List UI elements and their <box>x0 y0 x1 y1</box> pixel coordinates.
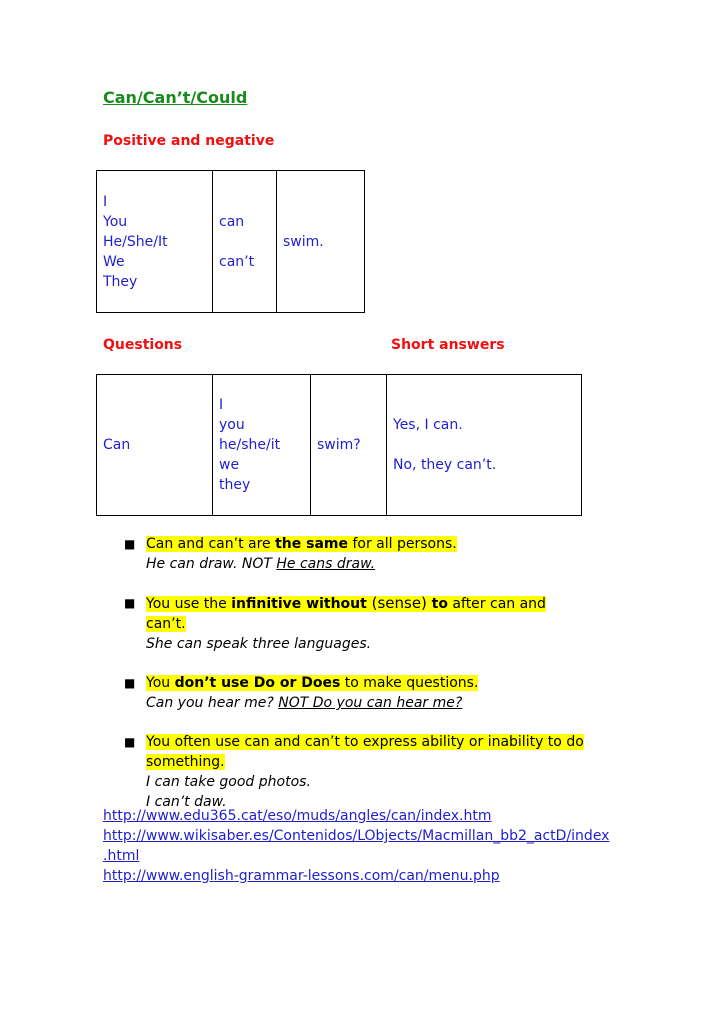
bullet-icon: ■ <box>124 596 136 610</box>
answer-yes: Yes, I can. <box>393 417 463 433</box>
positive-negative-table <box>96 170 365 313</box>
subject: He/She/It <box>103 233 168 250</box>
rule-text: You often use can and can’t to express ability or inability to do <box>146 734 584 750</box>
bullet-icon: ■ <box>124 676 136 690</box>
link-wikisaber-cont[interactable]: .html <box>103 848 140 864</box>
modal: can’t <box>219 253 255 270</box>
link-english-grammar[interactable]: http://www.english-grammar-lessons.com/can/menu.php <box>103 868 500 884</box>
rule-text: something. <box>146 754 225 770</box>
rule-item <box>124 732 584 812</box>
page-title: Can/Can’t/Could <box>103 88 248 107</box>
rule-example: Can you hear me? NOT Do you can hear me? <box>146 695 463 711</box>
short-answers-heading: Short answers <box>391 337 505 353</box>
rule-example: She can speak three languages. <box>146 636 372 652</box>
rule-example: I can take good photos. <box>146 774 311 790</box>
link-edu365[interactable]: http://www.edu365.cat/eso/muds/angles/can/index.htm <box>103 808 492 824</box>
modal: can <box>219 213 245 230</box>
rule-item <box>124 673 584 713</box>
bullet-icon: ■ <box>124 537 136 551</box>
bullet-icon: ■ <box>124 735 136 749</box>
subject: I <box>103 193 108 210</box>
rule-example: He can draw. NOT He cans draw. <box>146 556 376 572</box>
answers-cell <box>387 375 582 516</box>
verb-cell: swim? <box>311 375 387 516</box>
rule-text: You don’t use Do or Does to make questions. <box>146 675 479 691</box>
answer-no: No, they can’t. <box>393 457 497 473</box>
subject: he/she/it <box>219 437 281 453</box>
subject: You <box>103 213 128 230</box>
rule-text: You use the infinitive without (sense) to after can and can’t. <box>146 594 546 632</box>
subject: we <box>219 457 240 473</box>
modal-cell: Can <box>97 375 213 516</box>
grammar-rules-list <box>124 534 584 831</box>
rule-text: Can and can’t are the same for all persons. <box>146 536 457 552</box>
rule-example: I can’t daw. <box>146 794 227 810</box>
subject: you <box>219 417 245 433</box>
rule-item <box>124 534 584 574</box>
subjects-cell <box>213 375 311 516</box>
questions-table <box>96 374 582 516</box>
modals-cell <box>213 171 277 313</box>
rule-item <box>124 593 584 654</box>
subjects-cell <box>97 171 213 313</box>
subject: We <box>103 253 125 270</box>
subject: They <box>103 273 138 290</box>
link-wikisaber[interactable]: http://www.wikisaber.es/Contenidos/LObjects/Macmillan_bb2_actD/index <box>103 828 610 844</box>
verb-cell: swim. <box>277 171 365 313</box>
subject: I <box>219 397 224 413</box>
subject: they <box>219 477 251 493</box>
reference-links <box>103 806 623 886</box>
positive-negative-heading: Positive and negative <box>103 133 275 149</box>
questions-heading: Questions <box>103 337 183 353</box>
